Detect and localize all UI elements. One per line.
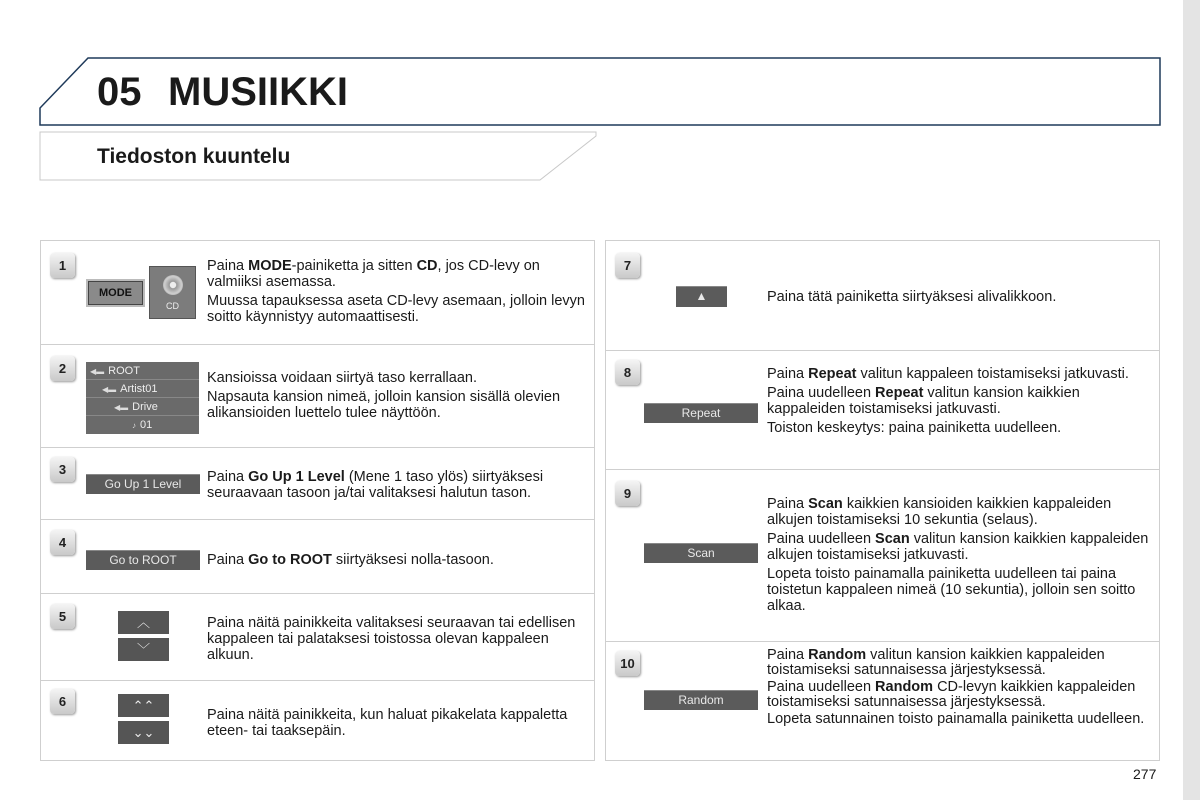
step-badge: 1 <box>50 253 75 278</box>
description-text: Lopeta toisto painamalla painiketta uudelleen tai paina toistetun kappaleen nimeä (10 sekuntia), jolloin sen soitto alkaa. <box>767 566 1136 614</box>
description-text: Paina uudelleen <box>767 385 876 401</box>
fast-rewind-button[interactable] <box>118 694 169 717</box>
step-4 <box>41 520 594 594</box>
description-text: valitun kansion kaikkien kappaleiden toistamiseksi satunnaisessa järjestyksessä. <box>767 647 1105 678</box>
description-text: , jos CD-levy on valmiiksi asemassa. <box>207 258 540 290</box>
description-text: Paina näitä painikkeita, kun haluat pikakelata kappaletta eteen- tai taaksepäin. <box>207 707 568 739</box>
step-10 <box>606 642 1159 762</box>
cd-button-label: CD <box>166 301 179 311</box>
chevron-down-icon: ﹀ <box>136 642 150 657</box>
folder-label: Drive <box>132 401 158 413</box>
step-description <box>207 552 592 571</box>
chapter-title: MUSIIKKI <box>168 70 348 114</box>
description-text: siirtyäksesi nolla-tasoon. <box>331 552 494 568</box>
step-8 <box>606 351 1159 470</box>
random-button[interactable]: Random <box>644 690 758 710</box>
description-paragraph <box>207 552 592 568</box>
description-text: valitun kansion kaikkien kappaleiden toistamiseksi jatkuvasti. <box>767 385 1080 417</box>
step-badge: 3 <box>50 457 75 482</box>
description-text: Paina <box>767 647 809 663</box>
step-badge: 10 <box>615 651 640 676</box>
cd-button[interactable] <box>149 266 196 319</box>
description-text: valitun kappaleen toistamiseksi jatkuvasti. <box>856 366 1129 382</box>
description-paragraph <box>207 258 592 290</box>
description-paragraph <box>207 293 592 325</box>
folder-back-icon: ◀▬ <box>102 385 117 394</box>
step-description <box>767 289 1157 308</box>
step-1 <box>41 241 594 345</box>
button-name-bold: Scan <box>875 531 910 547</box>
folder-drive[interactable] <box>86 398 199 416</box>
description-text: Kansioissa voidaan siirtyä taso kerrallaan. <box>207 370 477 386</box>
triangle-up-icon: ▲ <box>695 289 708 303</box>
description-text: kaikkien kansioiden kaikkien kappaleiden alkujen toistamiseksi 10 sekuntia (selaus). <box>767 496 1112 528</box>
cd-disc-icon <box>163 275 183 295</box>
description-paragraph <box>767 385 1157 417</box>
submenu-up-button[interactable] <box>676 286 727 307</box>
step-badge: 7 <box>615 253 640 278</box>
step-description <box>767 648 1157 730</box>
step-6 <box>41 681 594 762</box>
step-2 <box>41 345 594 448</box>
step-badge: 4 <box>50 530 75 555</box>
step-9 <box>606 470 1159 642</box>
description-paragraph <box>767 496 1157 528</box>
step-7 <box>606 241 1159 351</box>
description-text: valitun kansion kaikkien kappaleiden alkujen toistamiseksi jatkuvasti. <box>767 531 1149 563</box>
description-paragraph <box>207 370 592 386</box>
fast-forward-button[interactable] <box>118 721 169 744</box>
description-text: -painiketta ja sitten <box>291 258 417 274</box>
description-paragraph <box>767 289 1157 305</box>
go-to-root-button[interactable]: Go to ROOT <box>86 550 200 570</box>
double-chevron-down-icon: ⌄⌄ <box>132 725 155 740</box>
step-description <box>207 258 592 328</box>
chevron-up-icon: ︿ <box>136 615 150 630</box>
description-paragraph <box>767 420 1157 436</box>
track-label: 01 <box>140 419 153 431</box>
step-5 <box>41 594 594 681</box>
section-title: Tiedoston kuuntelu <box>97 145 291 168</box>
description-text: Paina <box>207 552 249 568</box>
button-name-bold: Repeat <box>875 385 924 401</box>
previous-track-button[interactable] <box>118 611 169 634</box>
description-paragraph <box>767 366 1157 382</box>
description-text: CD-levyn kaikkien kappaleiden toistamiseksi satunnaisessa järjestyksessä. <box>767 679 1136 710</box>
button-name-bold: Scan <box>808 496 843 512</box>
description-text: Muussa tapauksessa aseta CD-levy asemaan, jolloin levyn soitto käynnistyy automaattisesti. <box>207 293 585 325</box>
step-description <box>207 615 592 666</box>
description-paragraph <box>207 469 592 501</box>
step-description <box>207 370 592 424</box>
folder-artist[interactable] <box>86 380 199 398</box>
description-text: Paina <box>767 366 809 382</box>
description-text: Napsauta kansion nimeä, jolloin kansion sisällä olevien alikansioiden luettelo tulee näyttöön. <box>207 389 561 421</box>
step-description <box>767 496 1157 617</box>
description-paragraph <box>767 712 1157 727</box>
description-paragraph <box>207 389 592 421</box>
track-item[interactable] <box>86 416 199 434</box>
button-name-bold: CD <box>416 258 438 274</box>
step-badge: 9 <box>615 481 640 506</box>
description-text: Paina uudelleen <box>767 531 876 547</box>
button-name-bold: MODE <box>248 258 292 274</box>
description-text: (Mene 1 taso ylös) siirtyäksesi seuraavaan tasoon ja/tai valitaksesi halutun tason. <box>207 469 544 501</box>
page-number: 277 <box>1133 766 1157 782</box>
step-badge: 5 <box>50 604 75 629</box>
description-text: Paina <box>207 258 249 274</box>
repeat-button[interactable]: Repeat <box>644 403 758 423</box>
folder-back-icon: ◀▬ <box>114 403 129 412</box>
button-name-bold: Random <box>875 679 934 695</box>
description-text: Paina <box>767 496 809 512</box>
step-badge: 8 <box>615 360 640 385</box>
step-badge: 2 <box>50 356 75 381</box>
double-chevron-up-icon: ⌃⌃ <box>132 698 155 713</box>
description-paragraph <box>767 566 1157 614</box>
next-track-button[interactable] <box>118 638 169 661</box>
description-text: Paina näitä painikkeita valitaksesi seuraavan tai edellisen kappaleen tai palataksesi toistossa olevan kappaleen alkuun. <box>207 615 576 663</box>
description-text: Paina tätä painiketta siirtyäksesi alivalikkoon. <box>767 289 1057 305</box>
chapter-number: 05 <box>97 70 142 114</box>
music-note-icon: ♪ <box>132 421 136 430</box>
folder-tree[interactable] <box>86 362 199 434</box>
description-paragraph <box>767 648 1157 677</box>
step-description <box>207 469 592 504</box>
button-name-bold: Random <box>808 647 867 663</box>
step-description <box>207 707 592 742</box>
description-text: Toiston keskeytys: paina painiketta uudelleen. <box>767 420 1062 436</box>
left-panel <box>40 240 595 761</box>
go-up-level-button[interactable]: Go Up 1 Level <box>86 474 200 494</box>
step-description <box>767 366 1157 439</box>
step-3 <box>41 448 594 520</box>
step-badge: 6 <box>50 689 75 714</box>
button-name-bold: Go to ROOT <box>248 552 332 568</box>
folder-label: ROOT <box>108 365 140 377</box>
description-paragraph <box>207 615 592 663</box>
right-panel <box>605 240 1160 761</box>
description-text: Paina uudelleen <box>767 679 876 695</box>
description-text: Paina <box>207 469 249 485</box>
button-name-bold: Go Up 1 Level <box>248 469 345 485</box>
mode-button[interactable]: MODE <box>86 279 145 307</box>
scan-button[interactable]: Scan <box>644 543 758 563</box>
button-name-bold: Repeat <box>808 366 857 382</box>
description-text: Lopeta satunnainen toisto painamalla painiketta uudelleen. <box>767 711 1145 727</box>
description-paragraph <box>207 707 592 739</box>
folder-back-icon: ◀▬ <box>90 367 105 376</box>
folder-root[interactable] <box>86 362 199 380</box>
description-paragraph <box>767 531 1157 563</box>
folder-label: Artist01 <box>120 383 158 395</box>
description-paragraph <box>767 680 1157 709</box>
